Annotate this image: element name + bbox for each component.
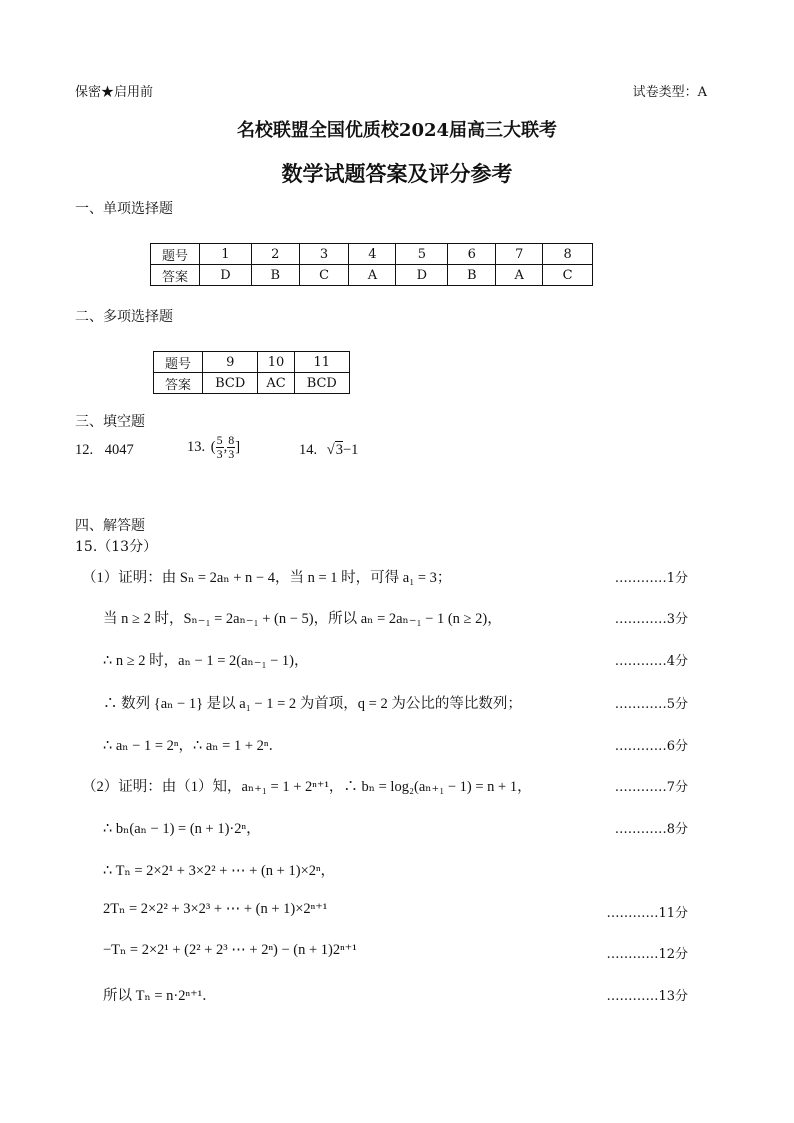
question-number: 10 (258, 352, 294, 373)
paper-type-label: 试卷类型：A (632, 85, 707, 100)
score-mark: …………3分 (614, 612, 688, 627)
score-mark: …………8分 (614, 822, 688, 837)
denominator: 3 (216, 447, 223, 461)
solution-line: ∴ 数列 {aₙ − 1} 是以 a₁ − 1 = 2 为首项，q = 2 为公比的等比数列； (103, 696, 522, 712)
section4-heading: 四、解答题 (75, 518, 145, 534)
score-mark: …………6分 (614, 739, 688, 754)
question-number: 2 (251, 244, 299, 265)
row-label: 题号 (151, 244, 200, 265)
answer-cell: A (496, 265, 543, 286)
solution-line: ∴ bₙ(aₙ − 1) = (n + 1)·2ⁿ， (103, 821, 261, 837)
solution-line: ∴ n ≥ 2 时，aₙ − 1 = 2(aₙ₋₁ − 1)， (103, 653, 309, 669)
answer-cell: C (299, 265, 349, 286)
answer-cell: D (200, 265, 252, 286)
answer-cell: AC (258, 373, 294, 394)
question-label: 14. (299, 442, 318, 458)
comma: , (223, 438, 228, 455)
solution-line: 所以 Tₙ = n·2ⁿ⁺¹． (103, 988, 217, 1004)
fill-answer-14 (299, 442, 358, 459)
numerator: 8 (228, 433, 235, 447)
answer-rest: −1 (342, 442, 359, 458)
answer-cell: C (543, 265, 593, 286)
problem-15-header: 15.（13分） (75, 539, 158, 555)
question-label: 12. (75, 442, 94, 458)
answer-value: 4047 (104, 442, 134, 458)
score-mark: …………5分 (614, 697, 688, 712)
single-choice-table (150, 243, 593, 286)
solution-line: （1）证明：由 Sₙ = 2aₙ + n − 4，当 n = 1 时，可得 a₁ = 3； (82, 570, 452, 586)
score-mark: …………4分 (614, 654, 688, 669)
answer-cell: BCD (294, 373, 349, 394)
table-row (154, 373, 350, 394)
row-label: 答案 (151, 265, 200, 286)
table-row (154, 352, 350, 373)
answer-cell: BCD (203, 373, 258, 394)
question-number: 6 (448, 244, 496, 265)
score-mark: …………1分 (614, 571, 688, 586)
score-mark: …………11分 (606, 906, 688, 921)
document-title: 数学试题答案及评分参考 (281, 161, 513, 186)
solution-line: 当 n ≥ 2 时，Sₙ₋₁ = 2aₙ₋₁ + (n − 5)，所以 aₙ = 2aₙ₋₁ − 1 (n ≥ 2)， (103, 611, 502, 627)
confidential-label: 保密★启用前 (75, 85, 154, 100)
numerator: 5 (216, 433, 223, 447)
solution-line: −Tₙ = 2×2¹ + (2² + 2³ ⋯ + 2ⁿ) − (n + 1)2ⁿ⁺¹ (103, 942, 357, 958)
answer-cell: B (251, 265, 299, 286)
table-row (151, 244, 593, 265)
question-number: 1 (200, 244, 252, 265)
interval-close: ] (235, 438, 241, 455)
row-label: 题号 (154, 352, 203, 373)
answer-cell: A (349, 265, 396, 286)
interval-open: ( (210, 438, 216, 455)
solution-line: ∴ Tₙ = 2×2¹ + 3×2² + ⋯ + (n + 1)×2ⁿ， (103, 863, 336, 879)
row-label: 答案 (154, 373, 203, 394)
question-number: 4 (349, 244, 396, 265)
question-label: 13. (187, 438, 206, 455)
question-number: 7 (496, 244, 543, 265)
answer-cell: D (396, 265, 448, 286)
score-mark: …………13分 (606, 989, 688, 1004)
question-number: 5 (396, 244, 448, 265)
question-number: 11 (294, 352, 349, 373)
multi-choice-table (153, 351, 350, 394)
table-row (151, 265, 593, 286)
question-number: 8 (543, 244, 593, 265)
score-mark: …………7分 (614, 780, 688, 795)
section2-heading: 二、多项选择题 (75, 309, 173, 325)
question-number: 3 (299, 244, 349, 265)
exam-title: 名校联盟全国优质校2024届高三大联考 (236, 120, 558, 141)
sqrt-sign: √ (326, 442, 335, 458)
solution-line: （2）证明：由（1）知，aₙ₊₁ = 1 + 2ⁿ⁺¹，∴ bₙ = log₂(aₙ₊₁ − 1) = n + 1， (82, 779, 532, 795)
fill-answer-12 (75, 442, 134, 459)
section3-heading: 三、填空题 (75, 414, 145, 430)
fill-answer-13 (187, 434, 240, 461)
question-number: 9 (203, 352, 258, 373)
radicand: 3 (335, 442, 343, 458)
denominator: 3 (228, 447, 235, 461)
solution-line: 2Tₙ = 2×2² + 3×2³ + ⋯ + (n + 1)×2ⁿ⁺¹ (103, 901, 328, 917)
fraction (216, 434, 224, 461)
score-mark: …………12分 (606, 947, 688, 962)
solution-line: ∴ aₙ − 1 = 2ⁿ，∴ aₙ = 1 + 2ⁿ． (103, 738, 283, 754)
section1-heading: 一、单项选择题 (75, 201, 173, 217)
answer-cell: B (448, 265, 496, 286)
